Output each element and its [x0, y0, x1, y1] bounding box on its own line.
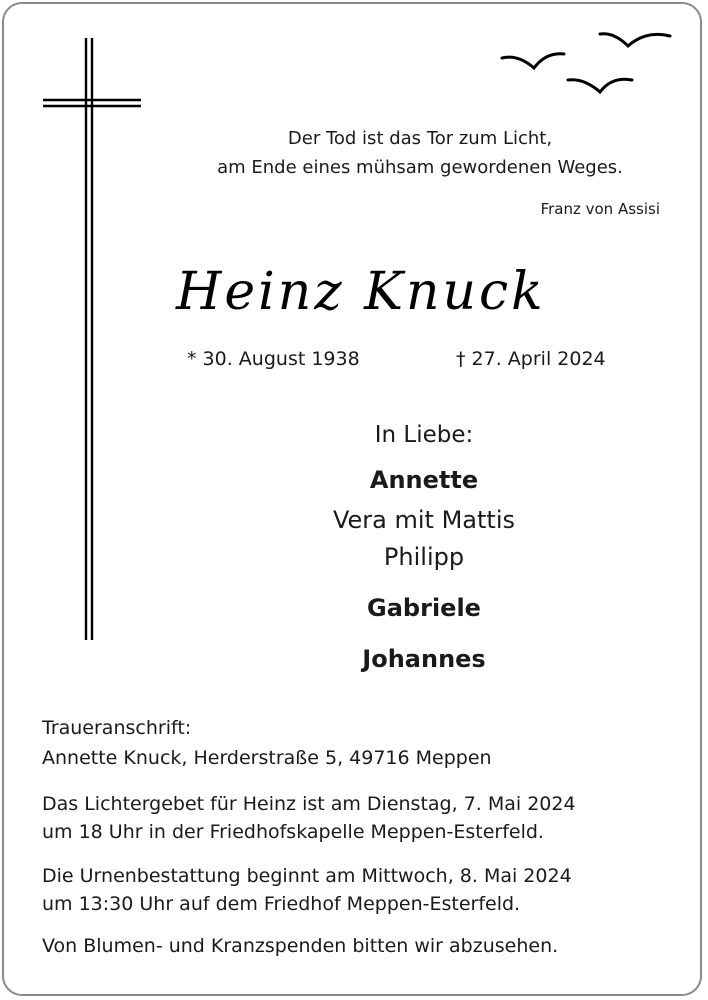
family-member-philipp: Philipp: [383, 543, 465, 571]
quote-author: Franz von Assisi: [540, 200, 660, 218]
burial-line-1: Die Urnenbestattung beginnt am Mittwoch, 8. Mai 2024: [42, 865, 572, 887]
family-member-johannes: Johannes: [362, 645, 486, 673]
address-text: Annette Knuck, Herderstraße 5, 49716 Meppen: [42, 747, 492, 769]
cross-icon: [40, 36, 144, 642]
birds-icon: [496, 24, 676, 104]
family-intro: In Liebe:: [374, 422, 474, 448]
family-member-vera: Vera mit Mattis: [332, 506, 515, 534]
address-label: Traueranschrift:: [42, 717, 192, 739]
family-member-annette: Annette: [369, 466, 479, 494]
birth-date: * 30. August 1938: [187, 348, 360, 370]
prayer-line-1: Das Lichtergebet für Heinz ist am Dienstag, 7. Mai 2024: [42, 793, 576, 815]
death-date: † 27. April 2024: [456, 348, 606, 370]
prayer-line-2: um 18 Uhr in der Friedhofskapelle Meppen-Esterfeld.: [42, 821, 544, 843]
quote-line-1: Der Tod ist das Tor zum Licht,: [287, 128, 553, 149]
flowers-note: Von Blumen- und Kranzspenden bitten wir abzusehen.: [42, 935, 559, 957]
burial-line-2: um 13:30 Uhr auf dem Friedhof Meppen-Esterfeld.: [42, 893, 521, 915]
family-member-gabriele: Gabriele: [367, 594, 481, 622]
deceased-name: Heinz Knuck: [176, 262, 546, 322]
quote-line-2: am Ende eines mühsam gewordenen Weges.: [217, 157, 623, 178]
